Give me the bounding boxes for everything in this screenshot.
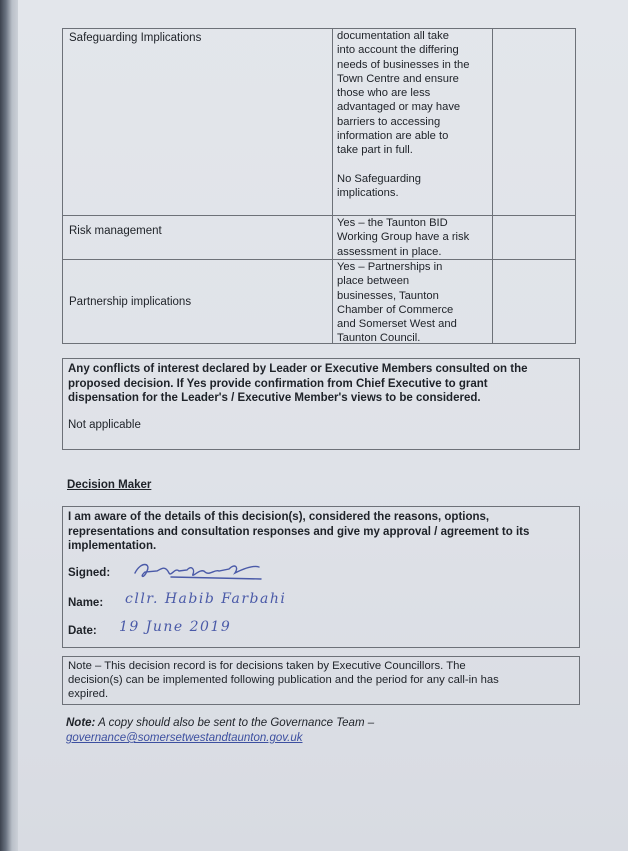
cell-line: into account the differing <box>337 44 459 57</box>
cell-line: Working Group have a risk <box>337 231 470 244</box>
cell-line: implications. <box>337 187 399 200</box>
cell-line: Yes – the Taunton BID <box>337 217 448 229</box>
footer-note-text: A copy should also be sent to the Governance Team – <box>95 717 375 729</box>
note-box <box>62 656 580 705</box>
date-label: Date: <box>68 625 97 637</box>
cell-line: Taunton Council. <box>337 332 421 345</box>
name-label: Name: <box>68 597 104 609</box>
cell-line: advantaged or may have <box>337 101 461 114</box>
cell-line: take part in full. <box>337 144 413 157</box>
cell-line: barriers to accessing <box>337 115 441 128</box>
cell-line: information are able to <box>337 130 449 143</box>
conflicts-question: Any conflicts of interest declared by Leader or Executive Members consulted on the proposed decision. If Yes provide confirmation from Chief Executive to grant dispensation for the Leader's / Executive Member's views to be considered. <box>68 363 528 404</box>
table-row <box>63 216 575 260</box>
signed-label: Signed: <box>68 567 111 579</box>
cell-line: and Somerset West and <box>337 318 457 331</box>
conflicts-box <box>62 358 580 450</box>
cell-line: Town Centre and ensure <box>337 72 459 85</box>
cell-line: place between <box>337 275 410 288</box>
table-row <box>63 29 575 216</box>
note-text: Note – This decision record is for decisions taken by Executive Councillors. The decision(s) can be implemented following publication and the period for any call-in has expired. <box>68 660 499 700</box>
row-label-risk: Risk management <box>69 225 162 237</box>
cell-line: needs of businesses in the <box>337 58 470 71</box>
footer-note-label: Note: <box>66 717 96 729</box>
cell-line: documentation all take <box>337 30 449 42</box>
cell-line <box>337 158 491 172</box>
decision-maker-heading: Decision Maker <box>67 479 152 491</box>
footer-note <box>66 717 374 729</box>
cell-line: No Safeguarding <box>337 172 421 185</box>
row-text-safeguarding <box>337 29 491 201</box>
implications-table <box>62 28 576 344</box>
name-value: cllr. Habib Farbahi <box>125 591 287 607</box>
conflicts-answer: Not applicable <box>68 419 141 431</box>
row-text-risk <box>337 216 491 259</box>
decision-statement: I am aware of the details of this decision(s), considered the reasons, options, representations and consultation responses and give my approval / agreement to its implementation. <box>68 511 530 552</box>
table-row <box>63 260 575 344</box>
cell-line: those who are less <box>337 87 431 100</box>
cell-line: assessment in place. <box>337 245 442 258</box>
signature-image <box>131 557 281 585</box>
cell-line: businesses, Taunton <box>337 289 439 302</box>
cell-line: Yes – Partnerships in <box>337 261 443 273</box>
row-text-partnership <box>337 260 491 346</box>
row-label-partnership: Partnership implications <box>69 296 192 308</box>
decision-maker-box <box>62 506 580 648</box>
governance-email-link[interactable]: governance@somersetwestandtaunton.gov.uk <box>66 732 303 744</box>
date-value: 19 June 2019 <box>119 619 232 635</box>
cell-line: Chamber of Commerce <box>337 303 454 316</box>
row-label-safeguarding: Safeguarding Implications <box>69 32 202 44</box>
